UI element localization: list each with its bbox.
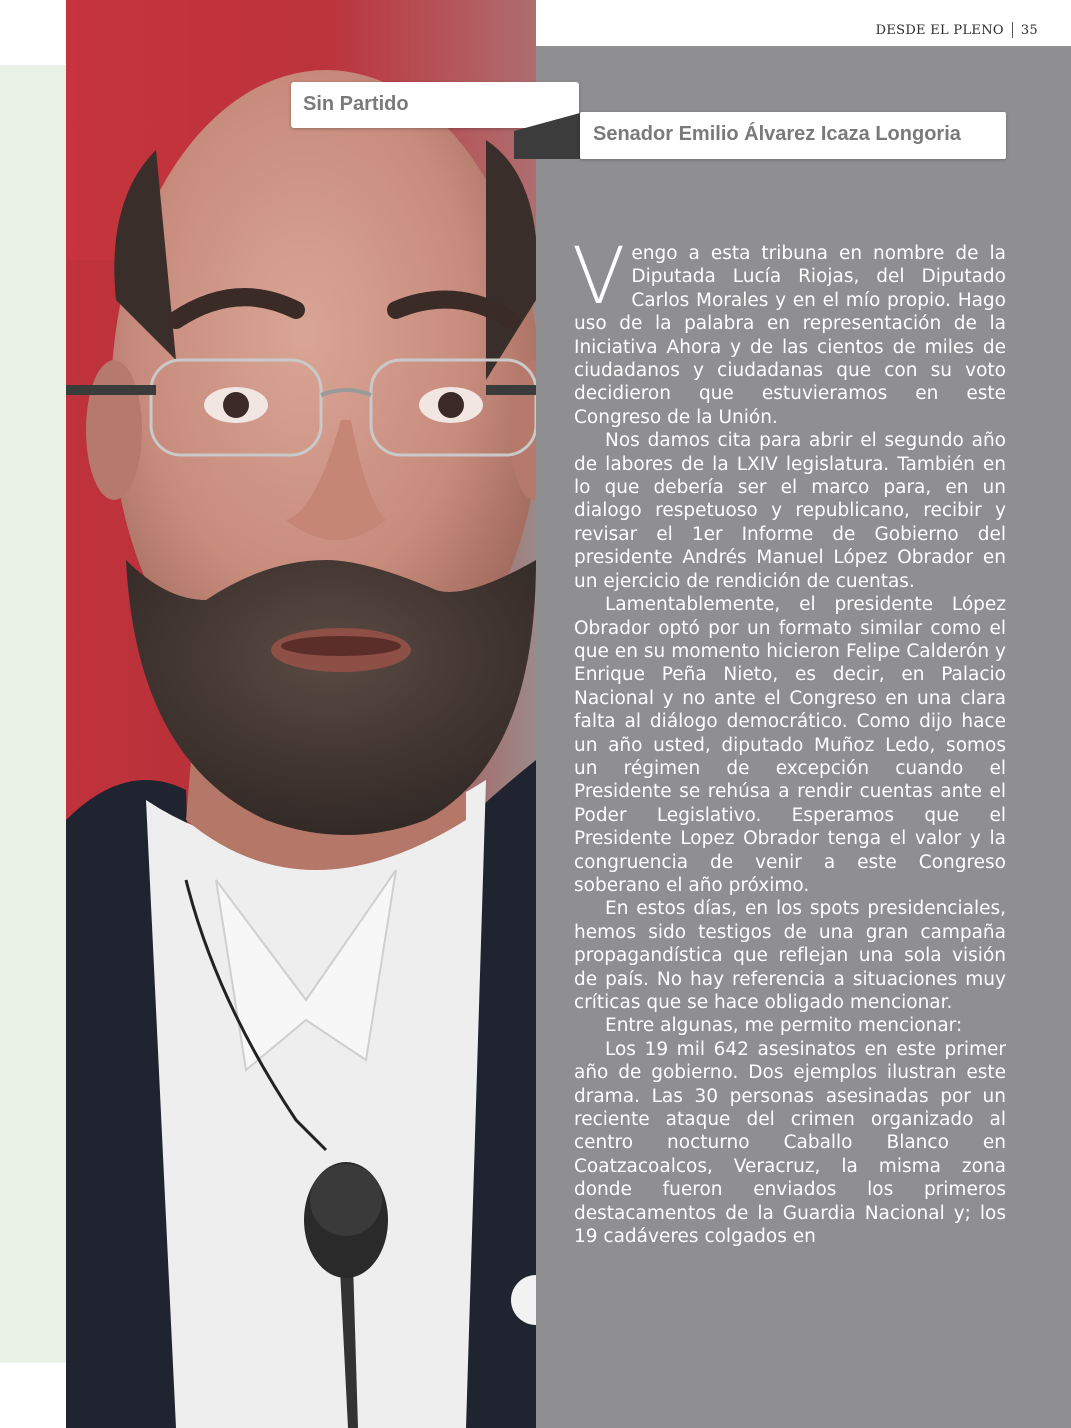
lead-text: engo a esta tribuna en nombre de la Diputada Lucía Riojas, del Diputado Carlos Morales y en el mío propio. Hago uso de la palabra en representación de la Iniciativa Ahora y de las cientos de miles de ciudadanos y ciudadanas que con su voto decidieron que estuvieramos en este Congreso de la Unión. [574, 243, 1006, 428]
section-title: DESDE EL PLENO [875, 22, 1004, 38]
paragraph: Nos damos cita para abrir el segundo año de labores de la LXIV legislatura. También en lo que debería ser el marco para, en un dialogo respetuoso y republicano, recibir y revisar el 1er Informe de Gobierno del presidente Andrés Manuel López Obrador en un ejercicio de rendición de cuentas. [574, 430, 1006, 592]
speaker-photo [66, 0, 536, 1428]
party-label: Sin Partido [303, 93, 409, 115]
speaker-tag [580, 112, 1006, 159]
article-body [572, 232, 1006, 1248]
tag-wedge [514, 113, 584, 161]
speaker-label: Senador Emilio Álvarez Icaza Longoria [593, 123, 961, 145]
running-head [876, 22, 1038, 38]
lead-paragraph [572, 232, 1006, 429]
paragraph: Lamentablemente, el presidente López Obrador optó por un formato similar como el que en su momento hicieron Felipe Calderón y Enrique Peña Nieto, es decir, en Palacio Nacional y no ante el Congreso en una clara falta al diálogo democrático. Como dijo hace un año usted, diputado Muñoz Ledo, somos un régimen de excepción cuando el Presidente se rehúsa a rendir cuentas ante el Poder Legislativo. Esperamos que el Presidente Lopez Obrador tenga el valor y la congruencia de venir a este Congreso soberano el año próximo. [574, 594, 1006, 896]
page-number: 35 [1020, 22, 1038, 38]
header-divider [1012, 22, 1013, 38]
left-accent-strip [0, 65, 66, 1363]
drop-cap: V [572, 232, 626, 322]
paragraph: Entre algunas, me permito mencionar: [605, 1015, 963, 1037]
paragraph: En estos días, en los spots presidenciales, hemos sido testigos de una gran campaña propagandística que reflejan una sola visión de país. No hay referencia a situaciones muy críticas que se hace obligado mencionar. [574, 898, 1006, 1013]
paragraph: Los 19 mil 642 asesinatos en este primer año de gobierno. Dos ejemplos ilustran este drama. Las 30 personas asesinadas por un reciente ataque del crimen organizado al centro nocturno Caballo Blanco en Coatzacoalcos, Veracruz, la misma zona donde fueron enviados los primeros destacamentos de la Guardia Nacional y; los 19 cadáveres colgados en [574, 1038, 1006, 1248]
